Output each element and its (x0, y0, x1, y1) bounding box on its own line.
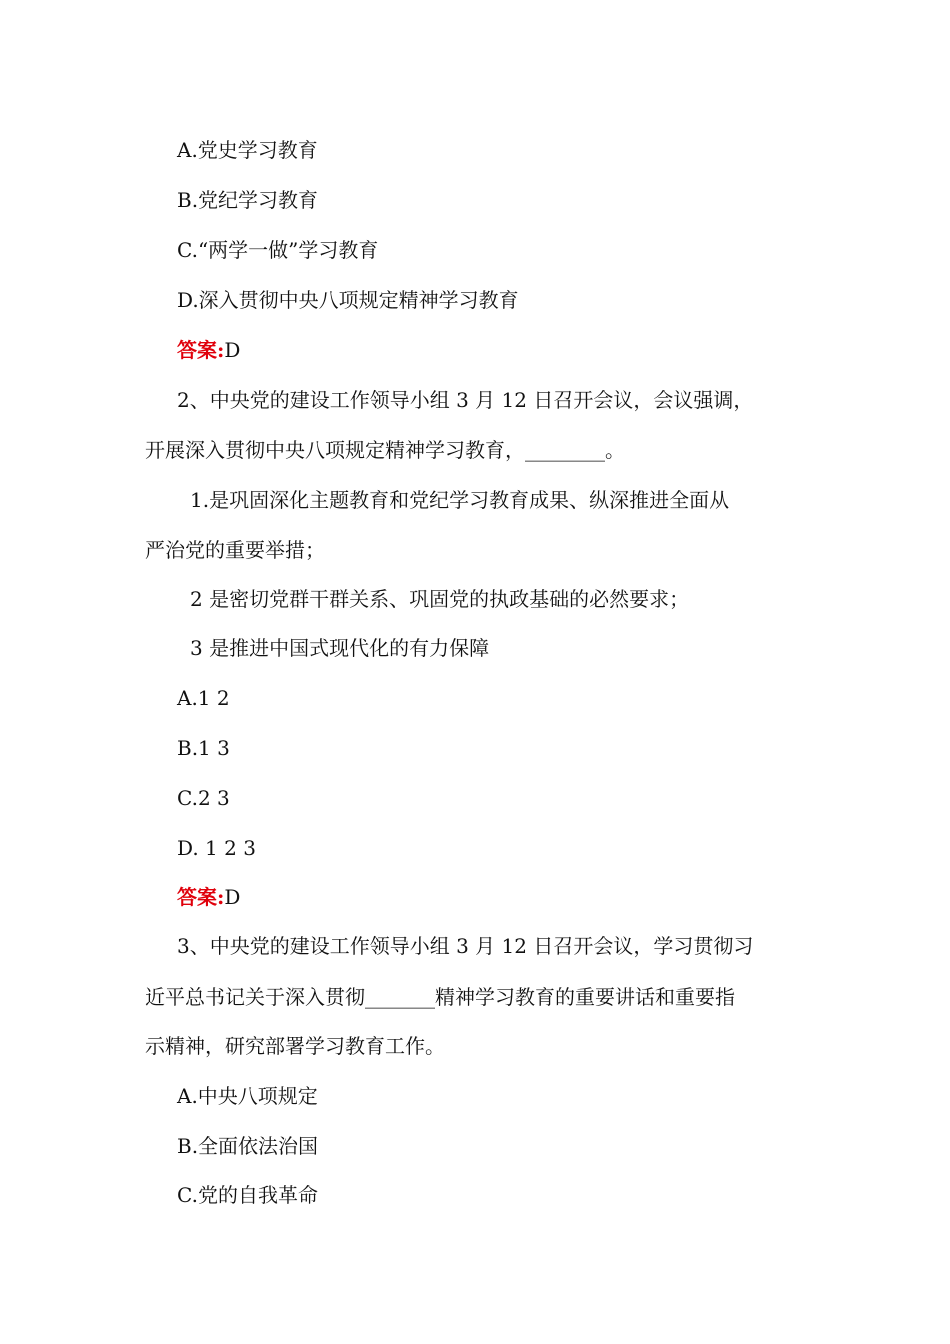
q2-statement-1-cont: 严治党的重要举措； (145, 538, 325, 562)
q1-answer-label: 答案: (177, 338, 225, 362)
q1-answer (177, 337, 240, 363)
q3-option-b: B.全面依法治国 (177, 1134, 319, 1158)
q2-answer-value: D (224, 885, 241, 909)
q2-statement-3: 3 是推进中国式现代化的有力保障 (190, 636, 490, 660)
q3-option-a: A.中央八项规定 (177, 1084, 318, 1108)
q2-option-b: B.1 3 (177, 736, 230, 760)
q1-option-a: A.党史学习教育 (177, 138, 318, 162)
q2-statement-2: 2 是密切党群干群关系、巩固党的执政基础的必然要求； (190, 587, 690, 611)
q1-answer-value: D (224, 338, 241, 362)
q2-option-d: D. 1 2 3 (177, 836, 256, 860)
q1-option-b: B.党纪学习教育 (177, 188, 319, 212)
q1-option-d: D.深入贯彻中央八项规定精神学习教育 (177, 288, 519, 312)
q2-option-a: A.1 2 (177, 686, 230, 710)
q1-option-c: C.“两学一做”学习教育 (177, 238, 379, 262)
q2-answer-label: 答案: (177, 885, 225, 909)
q2-statement-1: 1.是巩固深化主题教育和党纪学习教育成果、纵深推进全面从 (190, 488, 730, 512)
q2-stem-line-2: 开展深入贯彻中央八项规定精神学习教育，________。 (145, 438, 625, 462)
q3-stem-line-2: 近平总书记关于深入贯彻_______精神学习教育的重要讲话和重要指 (145, 985, 735, 1009)
q3-option-c: C.党的自我革命 (177, 1183, 318, 1207)
q3-stem-line-3: 示精神，研究部署学习教育工作。 (145, 1034, 445, 1058)
q2-stem-line-1: 2、中央党的建设工作领导小组 3 月 12 日召开会议，会议强调， (177, 388, 754, 412)
q2-answer (177, 884, 240, 910)
q3-stem-line-1: 3、中央党的建设工作领导小组 3 月 12 日召开会议，学习贯彻习 (177, 934, 754, 958)
q2-option-c: C.2 3 (177, 786, 230, 810)
